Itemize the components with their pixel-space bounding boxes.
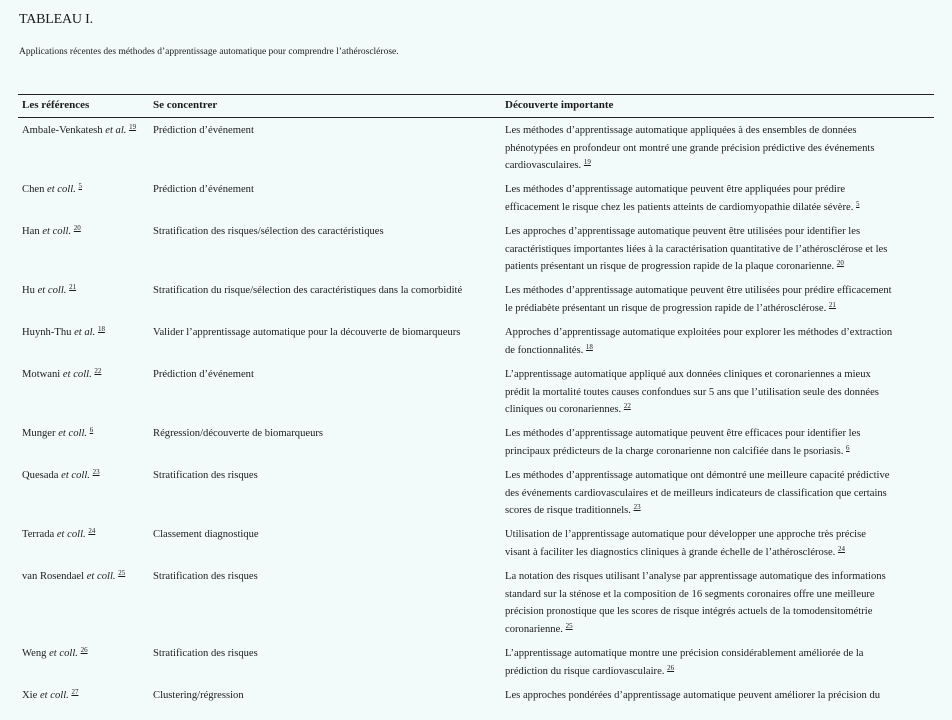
focus-cell: Prédiction d’événement bbox=[153, 125, 254, 136]
author-name: Quesada bbox=[22, 470, 62, 481]
citation-link[interactable]: 25 bbox=[118, 569, 126, 577]
author-name: Han bbox=[22, 226, 43, 237]
finding-line: standard sur la sténose et la composition de 16 segments coronaires offre une meilleure bbox=[505, 588, 875, 600]
finding-line: phénotypées en profondeur ont montré une grande précision prédictive des événements bbox=[505, 142, 875, 154]
header-finding: Découverte importante bbox=[505, 99, 614, 111]
finding-line: Les approches d’apprentissage automatique peuvent être utilisées pour identifier les bbox=[505, 226, 861, 237]
citation-link[interactable]: 18 bbox=[97, 325, 105, 333]
finding-line: coronarienne. $^{25}$ bbox=[505, 621, 573, 635]
table-top-rule bbox=[18, 94, 934, 95]
author-name: Terrada bbox=[22, 529, 57, 540]
finding-line: caractéristiques importantes liées à la caractérisation quantitative de l’athérosclérose et les bbox=[505, 243, 888, 255]
finding-line: le prédiabète présentant un risque de progression rapide de l’athérosclérose. $^{21}$ bbox=[505, 300, 836, 314]
reference-cell bbox=[22, 526, 152, 544]
finding-citation-link[interactable]: 26 bbox=[667, 663, 675, 672]
reference-cell bbox=[22, 687, 152, 705]
focus-cell: Stratification des risques/sélection des caractéristiques bbox=[153, 226, 384, 237]
et-al: et coll. bbox=[47, 184, 76, 195]
et-al: et coll. bbox=[56, 529, 86, 540]
finding-cell bbox=[505, 526, 927, 561]
author-name: Huynh-Thu bbox=[22, 327, 75, 338]
citation-link[interactable]: 6 bbox=[89, 426, 94, 434]
finding-cell bbox=[505, 687, 927, 705]
et-al: et coll. bbox=[39, 690, 69, 701]
finding-cell bbox=[505, 568, 927, 638]
finding-line: précision pronostique que les scores de risque intégrés actuels de la tomodensitométrie bbox=[505, 606, 873, 617]
author-name: Xie bbox=[22, 690, 40, 701]
finding-cell bbox=[505, 324, 927, 359]
focus-cell: Régression/découverte de biomarqueurs bbox=[153, 428, 324, 439]
citation-link[interactable]: 5 bbox=[78, 182, 82, 190]
finding-line: Les méthodes d’apprentissage automatique peuvent être efficaces pour identifier les bbox=[505, 428, 861, 439]
finding-line: des événements cardiovasculaires et de meilleurs indicateurs de classification que certains bbox=[505, 487, 887, 499]
author-name: Motwani bbox=[22, 369, 63, 380]
citation-link[interactable]: 24 bbox=[88, 527, 96, 535]
table-title: TABLEAU I. bbox=[19, 12, 93, 27]
finding-citation-link[interactable]: 24 bbox=[838, 544, 845, 553]
finding-line: L’apprentissage automatique appliqué aux données cliniques et coronariennes a mieux bbox=[505, 369, 871, 380]
finding-line: Les méthodes d’apprentissage automatique peuvent être appliquées pour prédire bbox=[505, 184, 846, 195]
reference-cell bbox=[22, 645, 152, 663]
focus-cell: Stratification des risques bbox=[153, 470, 258, 481]
finding-line: efficacement le risque chez les patients atteints de cardiomyopathie dilatée sévère. $^5$ bbox=[505, 199, 860, 213]
finding-line: Les méthodes d’apprentissage automatique peuvent être utilisées pour prédire efficacement bbox=[505, 285, 892, 296]
finding-line: cliniques ou coronariennes. $^{22}$ bbox=[505, 402, 631, 415]
author-name: Hu bbox=[22, 285, 38, 296]
finding-line: cardiovasculaires. $^{19}$ bbox=[505, 158, 591, 171]
author-name: Munger bbox=[22, 428, 59, 439]
finding-citation-link[interactable]: 5 bbox=[856, 199, 860, 208]
finding-citation-link[interactable]: 21 bbox=[828, 300, 836, 309]
et-al: et coll. bbox=[42, 226, 72, 237]
finding-line: patients présentant un risque de progression rapide de la plaque coronarienne. $^{20}$ bbox=[505, 259, 844, 272]
reference-cell bbox=[22, 467, 152, 485]
et-al: et coll. bbox=[86, 571, 116, 582]
reference-cell bbox=[22, 568, 152, 586]
finding-line: de fonctionnalités. $^{18}$ bbox=[505, 342, 593, 356]
author-name: Ambale-Venkatesh bbox=[22, 125, 106, 136]
finding-line: Utilisation de l’apprentissage automatique pour développer une approche très précise bbox=[505, 529, 866, 540]
et-al: et coll. bbox=[49, 648, 78, 659]
citation-link[interactable]: 20 bbox=[73, 224, 81, 232]
focus-cell: Prédiction d’événement bbox=[153, 369, 254, 380]
finding-line: principaux prédicteurs de la charge coronarienne non calcifiée dans le psoriasis. $^6$ bbox=[505, 443, 850, 457]
et-al: et coll. bbox=[61, 470, 90, 481]
finding-line: visant à faciliter les diagnostics cliniques à grande échelle de l’athérosclérose. $^{24}$ bbox=[505, 544, 845, 558]
finding-cell bbox=[505, 366, 927, 419]
author-name: Chen bbox=[22, 184, 48, 195]
reference-cell bbox=[22, 425, 152, 443]
focus-cell: Clustering/régression bbox=[153, 690, 244, 701]
finding-line: Les approches pondérées d’apprentissage automatique peuvent améliorer la précision du bbox=[505, 690, 881, 701]
finding-line: Les méthodes d’apprentissage automatique ont démontré une meilleure capacité prédictive bbox=[505, 470, 890, 481]
reference-cell bbox=[22, 282, 152, 300]
finding-line: scores de risque traditionnels. $^{23}$ bbox=[505, 503, 641, 516]
et-al: et coll. bbox=[58, 428, 88, 439]
finding-cell bbox=[505, 282, 927, 317]
finding-citation-link[interactable]: 22 bbox=[623, 402, 631, 410]
focus-cell: Stratification du risque/sélection des caractéristiques dans la comorbidité bbox=[153, 285, 463, 296]
finding-cell bbox=[505, 467, 927, 520]
finding-line: Les méthodes d’apprentissage automatique appliquées à des ensembles de données bbox=[505, 125, 857, 136]
focus-cell: Stratification des risques bbox=[153, 648, 258, 659]
citation-link[interactable]: 22 bbox=[94, 367, 102, 375]
reference-cell bbox=[22, 181, 152, 199]
citation-link[interactable]: 23 bbox=[92, 468, 100, 476]
finding-citation-link[interactable]: 19 bbox=[583, 158, 591, 166]
finding-citation-link[interactable]: 25 bbox=[565, 621, 573, 630]
citation-link[interactable]: 26 bbox=[80, 646, 88, 654]
header-focus: Se concentrer bbox=[153, 99, 218, 111]
table-caption: Applications récentes des méthodes d’apprentissage automatique pour comprendre l’athérosclérose. bbox=[19, 47, 399, 57]
citation-link[interactable]: 27 bbox=[71, 688, 79, 696]
finding-citation-link[interactable]: 6 bbox=[846, 443, 850, 452]
header-references: Les références bbox=[22, 99, 90, 111]
author-name: van Rosendael bbox=[22, 571, 87, 582]
focus-cell: Classement diagnostique bbox=[153, 529, 259, 540]
citation-link[interactable]: 21 bbox=[69, 283, 77, 291]
finding-line: La notation des risques utilisant l’analyse par apprentissage automatique des informations bbox=[505, 571, 886, 582]
finding-line: prédit la mortalité toutes causes confondues sur 5 ans que l’utilisation seule des données bbox=[505, 386, 879, 398]
table-header-rule bbox=[18, 117, 934, 118]
finding-cell bbox=[505, 181, 927, 216]
et-al: et al. bbox=[105, 125, 127, 136]
citation-link[interactable]: 19 bbox=[129, 123, 137, 131]
focus-cell: Prédiction d’événement bbox=[153, 184, 254, 195]
finding-citation-link[interactable]: 23 bbox=[633, 503, 641, 511]
focus-cell: Stratification des risques bbox=[153, 571, 258, 582]
finding-cell bbox=[505, 122, 927, 175]
et-al: et coll. bbox=[37, 285, 67, 296]
finding-line: L’apprentissage automatique montre une précision considérablement améliorée de la bbox=[505, 648, 864, 659]
reference-cell bbox=[22, 223, 152, 241]
et-al: et coll. bbox=[62, 369, 92, 380]
finding-citation-link[interactable]: 18 bbox=[585, 342, 593, 351]
finding-line: Approches d’apprentissage automatique exploitées pour explorer les méthodes d’extraction bbox=[505, 327, 893, 338]
finding-cell bbox=[505, 223, 927, 276]
reference-cell bbox=[22, 122, 152, 140]
author-name: Weng bbox=[22, 648, 50, 659]
finding-citation-link[interactable]: 20 bbox=[836, 259, 844, 267]
et-al: et al. bbox=[74, 327, 96, 338]
reference-cell bbox=[22, 324, 152, 342]
finding-cell bbox=[505, 645, 927, 680]
reference-cell bbox=[22, 366, 152, 384]
finding-line: prédiction du risque cardiovasculaire. $^{26}$ bbox=[505, 663, 675, 677]
focus-cell: Valider l’apprentissage automatique pour la découverte de biomarqueurs bbox=[153, 327, 461, 338]
finding-cell bbox=[505, 425, 927, 460]
